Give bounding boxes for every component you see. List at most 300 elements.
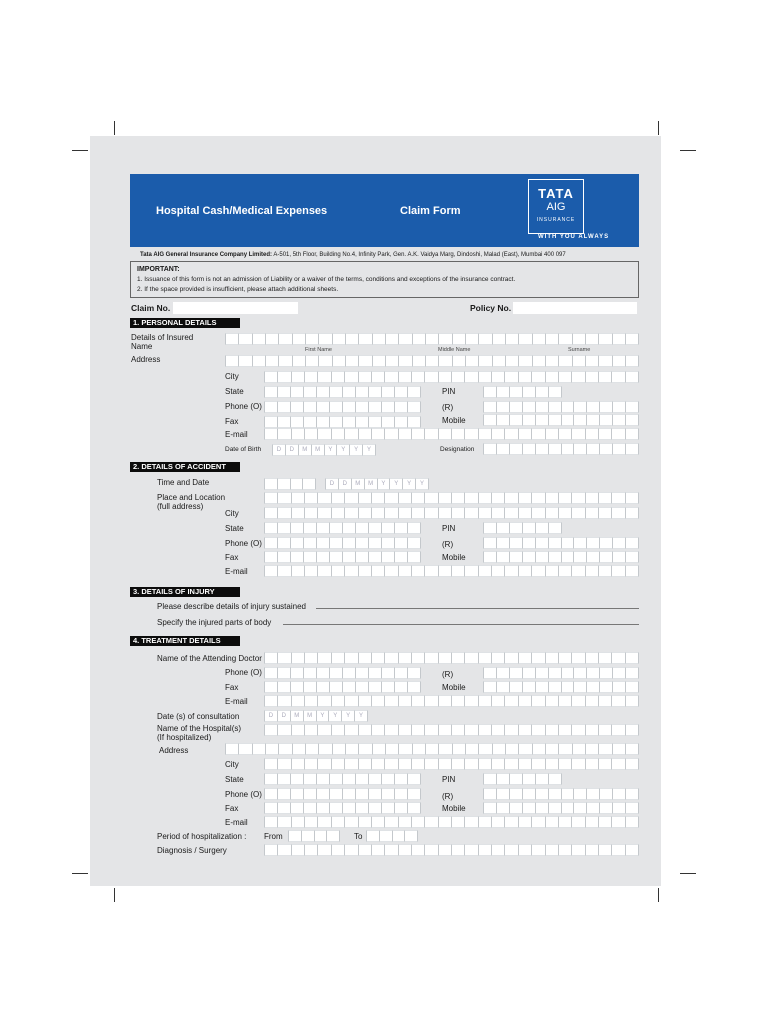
char-cell[interactable] [492, 428, 505, 440]
char-cell[interactable] [343, 773, 356, 785]
char-cell[interactable] [278, 652, 291, 664]
char-cell[interactable] [519, 371, 532, 383]
char-cell[interactable] [293, 355, 306, 367]
char-cell[interactable] [330, 522, 343, 534]
char-cell[interactable] [318, 565, 331, 577]
char-cell[interactable] [549, 551, 562, 563]
char-cell[interactable] [385, 565, 398, 577]
char-cell[interactable] [264, 695, 278, 707]
char-cell[interactable] [343, 522, 356, 534]
char-cell[interactable] [393, 830, 406, 842]
date-cell[interactable]: M [352, 478, 365, 490]
char-cell[interactable] [479, 428, 492, 440]
date-cell[interactable]: M [365, 478, 378, 490]
char-cell[interactable] [345, 428, 358, 440]
char-cell[interactable] [519, 816, 532, 828]
designation-boxes[interactable] [483, 443, 639, 455]
char-cell[interactable] [479, 724, 492, 736]
char-cell[interactable] [359, 724, 372, 736]
char-cell[interactable] [519, 333, 532, 345]
char-cell[interactable] [549, 401, 562, 413]
char-cell[interactable] [356, 788, 369, 800]
char-cell[interactable] [562, 414, 575, 426]
char-cell[interactable] [399, 492, 412, 504]
char-cell[interactable] [359, 565, 372, 577]
char-cell[interactable] [305, 724, 318, 736]
char-cell[interactable] [479, 371, 492, 383]
char-cell[interactable] [546, 724, 559, 736]
char-cell[interactable] [278, 802, 291, 814]
char-cell[interactable] [536, 551, 549, 563]
char-cell[interactable] [562, 802, 575, 814]
char-cell[interactable] [426, 743, 439, 755]
char-cell[interactable] [356, 551, 369, 563]
char-cell[interactable] [505, 724, 518, 736]
char-cell[interactable] [559, 816, 572, 828]
char-cell[interactable] [439, 333, 452, 345]
char-cell[interactable] [439, 758, 452, 770]
date-cell[interactable]: Y [325, 444, 338, 456]
date-cell[interactable]: D [278, 710, 291, 722]
char-cell[interactable] [369, 401, 382, 413]
char-cell[interactable] [479, 333, 492, 345]
char-cell[interactable] [599, 371, 612, 383]
char-cell[interactable] [356, 386, 369, 398]
char-cell[interactable] [332, 371, 345, 383]
char-cell[interactable] [372, 428, 385, 440]
char-cell[interactable] [292, 652, 305, 664]
char-cell[interactable] [356, 773, 369, 785]
char-cell[interactable] [439, 844, 452, 856]
char-cell[interactable] [330, 773, 343, 785]
insured-name-boxes[interactable] [225, 333, 639, 345]
char-cell[interactable] [304, 522, 317, 534]
char-cell[interactable] [332, 758, 345, 770]
char-cell[interactable] [412, 565, 425, 577]
dob-boxes[interactable] [272, 444, 376, 456]
char-cell[interactable] [573, 743, 586, 755]
char-cell[interactable] [382, 667, 395, 679]
char-cell[interactable] [278, 773, 291, 785]
char-cell[interactable] [519, 844, 532, 856]
char-cell[interactable] [626, 551, 639, 563]
char-cell[interactable] [559, 844, 572, 856]
char-cell[interactable] [382, 788, 395, 800]
char-cell[interactable] [372, 724, 385, 736]
char-cell[interactable] [356, 401, 369, 413]
mobile-boxes[interactable] [483, 802, 639, 814]
date-cell[interactable]: M [299, 444, 312, 456]
char-cell[interactable] [408, 537, 421, 549]
char-cell[interactable] [510, 414, 523, 426]
char-cell[interactable] [465, 565, 478, 577]
char-cell[interactable] [626, 816, 639, 828]
char-cell[interactable] [264, 401, 278, 413]
char-cell[interactable] [572, 371, 585, 383]
char-cell[interactable] [483, 788, 497, 800]
char-cell[interactable] [264, 551, 278, 563]
char-cell[interactable] [613, 743, 626, 755]
char-cell[interactable] [546, 695, 559, 707]
char-cell[interactable] [510, 667, 523, 679]
char-cell[interactable] [439, 695, 452, 707]
char-cell[interactable] [264, 788, 278, 800]
char-cell[interactable] [330, 788, 343, 800]
date-cell[interactable]: M [312, 444, 325, 456]
char-cell[interactable] [385, 492, 398, 504]
char-cell[interactable] [533, 355, 546, 367]
char-cell[interactable] [343, 788, 356, 800]
char-cell[interactable] [399, 565, 412, 577]
char-cell[interactable] [264, 416, 278, 428]
place-boxes[interactable] [264, 492, 639, 504]
char-cell[interactable] [453, 355, 466, 367]
char-cell[interactable] [483, 681, 497, 693]
char-cell[interactable] [574, 537, 587, 549]
char-cell[interactable] [587, 802, 600, 814]
char-cell[interactable] [546, 652, 559, 664]
char-cell[interactable] [359, 695, 372, 707]
char-cell[interactable] [318, 724, 331, 736]
date-cell[interactable]: Y [355, 710, 368, 722]
char-cell[interactable] [425, 816, 438, 828]
char-cell[interactable] [532, 428, 545, 440]
char-cell[interactable] [369, 551, 382, 563]
char-cell[interactable] [562, 537, 575, 549]
char-cell[interactable] [369, 386, 382, 398]
char-cell[interactable] [359, 371, 372, 383]
char-cell[interactable] [372, 844, 385, 856]
char-cell[interactable] [369, 537, 382, 549]
date-cell[interactable]: M [291, 710, 304, 722]
char-cell[interactable] [626, 681, 639, 693]
char-cell[interactable] [536, 414, 549, 426]
char-cell[interactable] [492, 492, 505, 504]
char-cell[interactable] [425, 371, 438, 383]
char-cell[interactable] [510, 788, 523, 800]
char-cell[interactable] [439, 492, 452, 504]
char-cell[interactable] [519, 565, 532, 577]
char-cell[interactable] [382, 401, 395, 413]
char-cell[interactable] [359, 844, 372, 856]
char-cell[interactable] [626, 743, 639, 755]
char-cell[interactable] [519, 492, 532, 504]
char-cell[interactable] [587, 681, 600, 693]
char-cell[interactable] [408, 522, 421, 534]
char-cell[interactable] [385, 695, 398, 707]
char-cell[interactable] [317, 802, 330, 814]
char-cell[interactable] [599, 333, 612, 345]
char-cell[interactable] [318, 492, 331, 504]
char-cell[interactable] [574, 788, 587, 800]
char-cell[interactable] [465, 507, 478, 519]
char-cell[interactable] [574, 551, 587, 563]
char-cell[interactable] [412, 724, 425, 736]
char-cell[interactable] [536, 681, 549, 693]
char-cell[interactable] [536, 667, 549, 679]
injured-parts-line[interactable] [283, 624, 639, 625]
char-cell[interactable] [382, 522, 395, 534]
char-cell[interactable] [278, 537, 291, 549]
char-cell[interactable] [600, 788, 613, 800]
char-cell[interactable] [395, 681, 408, 693]
char-cell[interactable] [317, 667, 330, 679]
char-cell[interactable] [293, 333, 306, 345]
char-cell[interactable] [626, 333, 639, 345]
char-cell[interactable] [519, 507, 532, 519]
from-date-boxes[interactable] [288, 830, 340, 842]
char-cell[interactable] [466, 743, 479, 755]
diagnosis-boxes[interactable] [264, 844, 639, 856]
char-cell[interactable] [523, 773, 536, 785]
char-cell[interactable] [278, 681, 291, 693]
char-cell[interactable] [559, 565, 572, 577]
char-cell[interactable] [439, 371, 452, 383]
char-cell[interactable] [599, 758, 612, 770]
char-cell[interactable] [225, 355, 239, 367]
char-cell[interactable] [317, 773, 330, 785]
char-cell[interactable] [510, 401, 523, 413]
char-cell[interactable] [562, 401, 575, 413]
char-cell[interactable] [613, 333, 626, 345]
char-cell[interactable] [382, 537, 395, 549]
char-cell[interactable] [318, 428, 331, 440]
char-cell[interactable] [356, 667, 369, 679]
char-cell[interactable] [333, 355, 346, 367]
char-cell[interactable] [425, 428, 438, 440]
char-cell[interactable] [264, 507, 278, 519]
char-cell[interactable] [385, 816, 398, 828]
char-cell[interactable] [304, 802, 317, 814]
char-cell[interactable] [345, 758, 358, 770]
char-cell[interactable] [395, 522, 408, 534]
char-cell[interactable] [626, 802, 639, 814]
date-cell[interactable]: D [339, 478, 352, 490]
char-cell[interactable] [343, 401, 356, 413]
char-cell[interactable] [532, 695, 545, 707]
char-cell[interactable] [345, 492, 358, 504]
state-boxes[interactable] [264, 386, 421, 398]
char-cell[interactable] [452, 492, 465, 504]
char-cell[interactable] [304, 386, 317, 398]
char-cell[interactable] [452, 758, 465, 770]
char-cell[interactable] [264, 816, 278, 828]
char-cell[interactable] [399, 507, 412, 519]
char-cell[interactable] [453, 743, 466, 755]
city-boxes[interactable] [264, 371, 639, 383]
hospital-address-boxes[interactable] [225, 743, 639, 755]
char-cell[interactable] [425, 695, 438, 707]
char-cell[interactable] [483, 802, 497, 814]
char-cell[interactable] [373, 743, 386, 755]
char-cell[interactable] [626, 565, 639, 577]
char-cell[interactable] [549, 414, 562, 426]
char-cell[interactable] [559, 355, 572, 367]
char-cell[interactable] [408, 788, 421, 800]
char-cell[interactable] [519, 652, 532, 664]
char-cell[interactable] [510, 443, 523, 455]
char-cell[interactable] [497, 802, 510, 814]
claim-no-field[interactable] [173, 302, 298, 314]
char-cell[interactable] [291, 802, 304, 814]
char-cell[interactable] [279, 743, 292, 755]
char-cell[interactable] [559, 695, 572, 707]
char-cell[interactable] [304, 537, 317, 549]
char-cell[interactable] [612, 816, 625, 828]
state-boxes[interactable] [264, 522, 421, 534]
char-cell[interactable] [599, 743, 612, 755]
char-cell[interactable] [599, 507, 612, 519]
char-cell[interactable] [278, 844, 291, 856]
char-cell[interactable] [510, 522, 523, 534]
char-cell[interactable] [278, 416, 291, 428]
char-cell[interactable] [574, 443, 587, 455]
char-cell[interactable] [562, 667, 575, 679]
char-cell[interactable] [505, 507, 518, 519]
date-cell[interactable]: M [304, 710, 317, 722]
char-cell[interactable] [343, 416, 356, 428]
char-cell[interactable] [493, 743, 506, 755]
char-cell[interactable] [395, 788, 408, 800]
char-cell[interactable] [292, 507, 305, 519]
char-cell[interactable] [333, 333, 346, 345]
char-cell[interactable] [405, 830, 418, 842]
char-cell[interactable] [613, 681, 626, 693]
char-cell[interactable] [586, 492, 599, 504]
char-cell[interactable] [372, 652, 385, 664]
char-cell[interactable] [356, 522, 369, 534]
char-cell[interactable] [305, 428, 318, 440]
char-cell[interactable] [439, 724, 452, 736]
char-cell[interactable] [369, 802, 382, 814]
char-cell[interactable] [497, 386, 510, 398]
char-cell[interactable] [479, 743, 492, 755]
char-cell[interactable] [587, 401, 600, 413]
char-cell[interactable] [586, 355, 599, 367]
date-cell[interactable]: Y [363, 444, 376, 456]
char-cell[interactable] [385, 371, 398, 383]
char-cell[interactable] [317, 522, 330, 534]
char-cell[interactable] [532, 844, 545, 856]
char-cell[interactable] [626, 724, 639, 736]
char-cell[interactable] [373, 333, 386, 345]
char-cell[interactable] [317, 537, 330, 549]
char-cell[interactable] [373, 355, 386, 367]
char-cell[interactable] [573, 355, 586, 367]
char-cell[interactable] [497, 522, 510, 534]
char-cell[interactable] [497, 681, 510, 693]
char-cell[interactable] [586, 724, 599, 736]
char-cell[interactable] [382, 416, 395, 428]
char-cell[interactable] [626, 788, 639, 800]
char-cell[interactable] [425, 844, 438, 856]
char-cell[interactable] [439, 565, 452, 577]
char-cell[interactable] [505, 695, 518, 707]
char-cell[interactable] [574, 667, 587, 679]
char-cell[interactable] [523, 537, 536, 549]
char-cell[interactable] [292, 428, 305, 440]
char-cell[interactable] [505, 652, 518, 664]
char-cell[interactable] [532, 492, 545, 504]
char-cell[interactable] [305, 652, 318, 664]
char-cell[interactable] [465, 492, 478, 504]
char-cell[interactable] [332, 695, 345, 707]
char-cell[interactable] [408, 773, 421, 785]
char-cell[interactable] [426, 355, 439, 367]
char-cell[interactable] [356, 802, 369, 814]
char-cell[interactable] [497, 401, 510, 413]
char-cell[interactable] [425, 758, 438, 770]
char-cell[interactable] [479, 507, 492, 519]
char-cell[interactable] [395, 386, 408, 398]
char-cell[interactable] [497, 551, 510, 563]
char-cell[interactable] [305, 758, 318, 770]
char-cell[interactable] [266, 333, 279, 345]
policy-no-field[interactable] [513, 302, 637, 314]
char-cell[interactable] [319, 355, 332, 367]
char-cell[interactable] [399, 816, 412, 828]
char-cell[interactable] [519, 743, 532, 755]
char-cell[interactable] [395, 802, 408, 814]
char-cell[interactable] [465, 724, 478, 736]
char-cell[interactable] [317, 551, 330, 563]
char-cell[interactable] [586, 565, 599, 577]
char-cell[interactable] [587, 537, 600, 549]
char-cell[interactable] [253, 333, 266, 345]
char-cell[interactable] [613, 414, 626, 426]
to-date-boxes[interactable] [366, 830, 418, 842]
char-cell[interactable] [399, 371, 412, 383]
char-cell[interactable] [317, 681, 330, 693]
char-cell[interactable] [506, 355, 519, 367]
char-cell[interactable] [612, 724, 625, 736]
char-cell[interactable] [612, 758, 625, 770]
phone-o-boxes[interactable] [264, 788, 421, 800]
char-cell[interactable] [317, 386, 330, 398]
char-cell[interactable] [382, 773, 395, 785]
char-cell[interactable] [356, 537, 369, 549]
char-cell[interactable] [586, 428, 599, 440]
char-cell[interactable] [304, 681, 317, 693]
char-cell[interactable] [600, 401, 613, 413]
char-cell[interactable] [559, 492, 572, 504]
char-cell[interactable] [439, 507, 452, 519]
char-cell[interactable] [612, 492, 625, 504]
date-cell[interactable]: D [325, 478, 339, 490]
char-cell[interactable] [278, 724, 291, 736]
char-cell[interactable] [399, 428, 412, 440]
char-cell[interactable] [291, 401, 304, 413]
char-cell[interactable] [264, 802, 278, 814]
char-cell[interactable] [278, 386, 291, 398]
char-cell[interactable] [278, 667, 291, 679]
char-cell[interactable] [626, 507, 639, 519]
char-cell[interactable] [439, 816, 452, 828]
char-cell[interactable] [613, 443, 626, 455]
char-cell[interactable] [395, 537, 408, 549]
char-cell[interactable] [626, 355, 639, 367]
char-cell[interactable] [372, 565, 385, 577]
char-cell[interactable] [318, 652, 331, 664]
char-cell[interactable] [572, 507, 585, 519]
char-cell[interactable] [546, 492, 559, 504]
char-cell[interactable] [306, 355, 319, 367]
char-cell[interactable] [626, 414, 639, 426]
hospital-name-boxes[interactable] [264, 724, 639, 736]
char-cell[interactable] [292, 695, 305, 707]
char-cell[interactable] [497, 788, 510, 800]
char-cell[interactable] [466, 333, 479, 345]
